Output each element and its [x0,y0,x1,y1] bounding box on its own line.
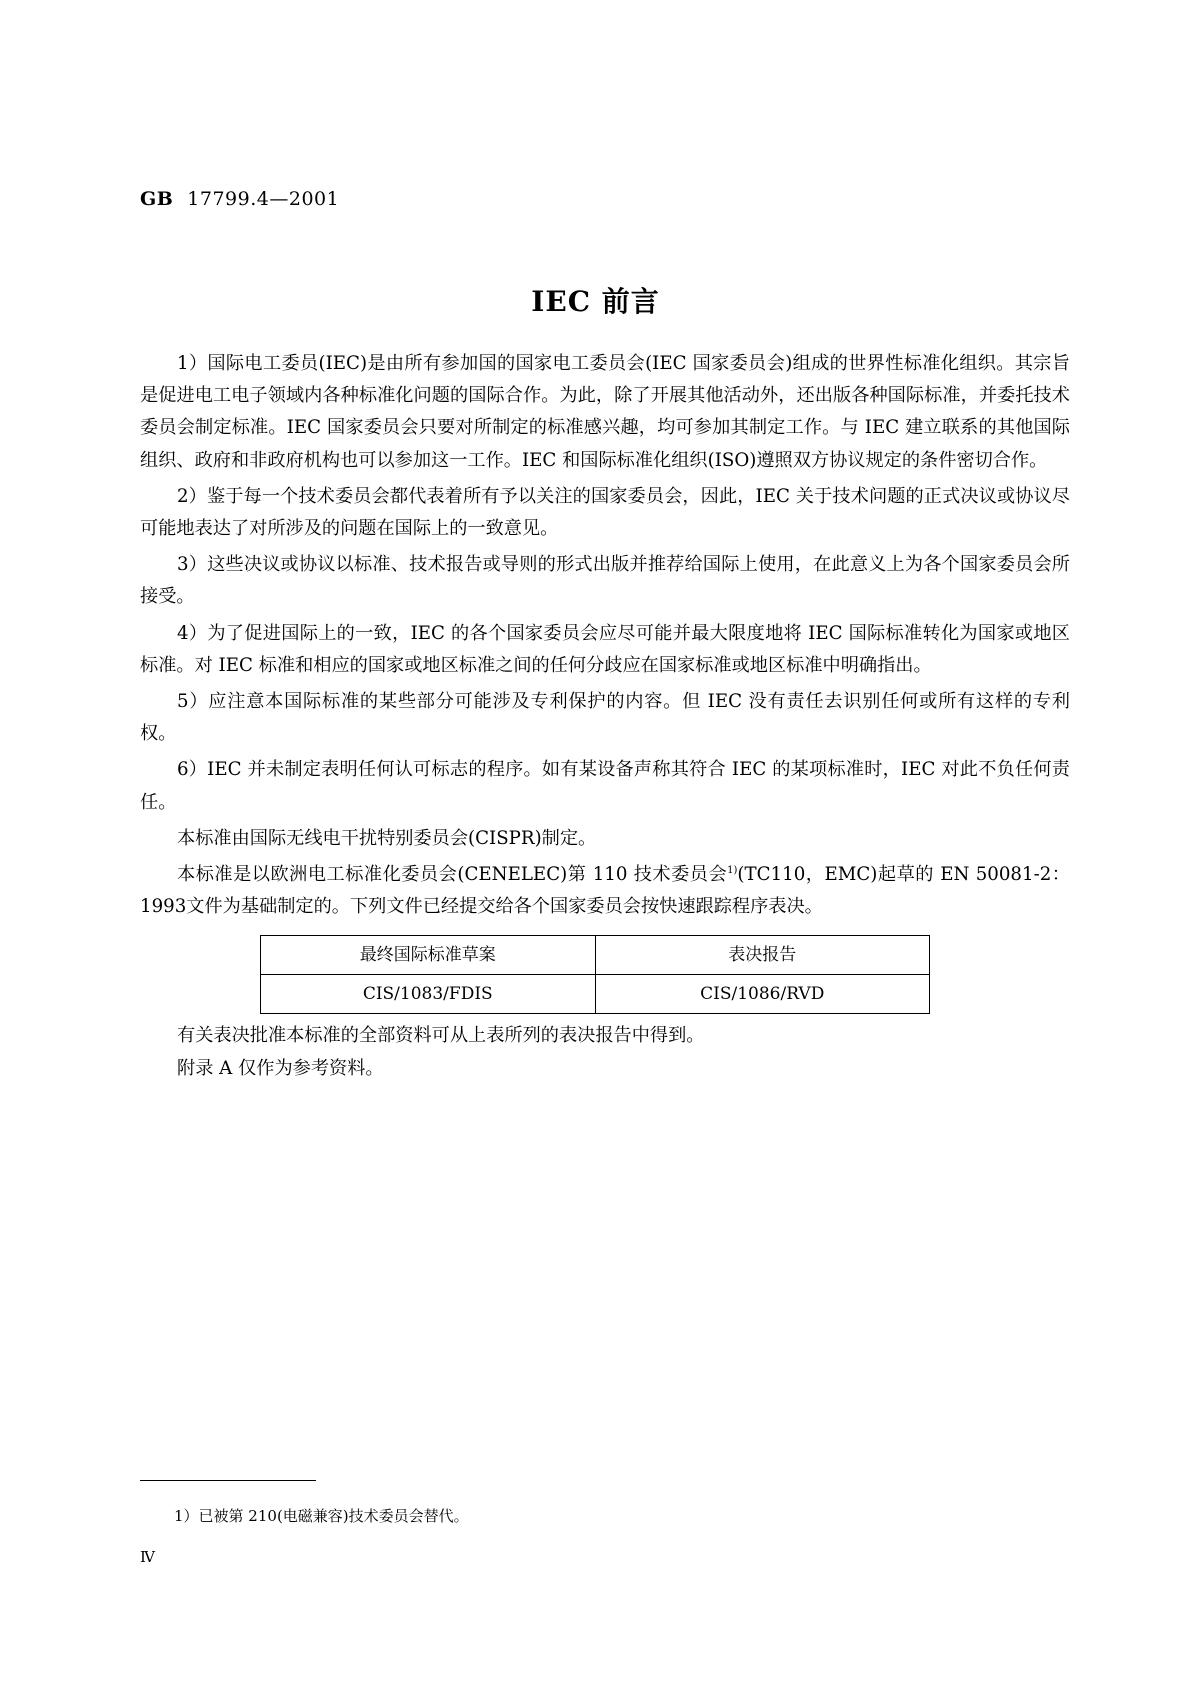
table-header-cell: 表决报告 [595,936,930,975]
table-cell: CIS/1086/RVD [595,975,930,1014]
table-cell: CIS/1083/FDIS [261,975,596,1014]
paragraph-cispr: 本标准由国际无线电干扰特别委员会(CISPR)制定。 [177,827,597,849]
voting-table [260,935,930,1014]
table-header-cell: 最终国际标准草案 [261,936,596,975]
document-body [140,348,1070,1085]
paragraph-item-6: 6）IEC 并未制定表明任何认可标志的程序。如有某设备声称其符合 IEC 的某项标准时，IEC 对此不负任何责任。 [140,759,1070,813]
paragraph-item-4: 4）为了促进国际上的一致，IEC 的各个国家委员会应尽可能并最大限度地将 IEC 国际标准转化为国家或地区标准。对 IEC 标准和相应的国家或地区标准之间的任何分歧应在国家标准或地区标准中明确指出。 [140,622,1070,676]
standard-number: 17799.4—2001 [187,188,340,210]
paragraph-item-3: 3）这些决议或协议以标准、技术报告或导则的形式出版并推荐给国际上使用，在此意义上为各个国家委员会所接受。 [140,554,1070,608]
document-header [140,188,339,210]
basis-text-before: 本标准是以欧洲电工标准化委员会(CENELEC)第 110 技术委员会 [177,864,728,886]
table-header-row [261,936,930,975]
basis-text-after: (TC110，EMC)起草的 EN 50081-2：1993文件为基础制定的。下列文件已经提交给各个国家委员会按快速跟踪程序表决。 [140,864,1070,918]
paragraph-item-2: 2）鉴于每一个技术委员会都代表着所有予以关注的国家委员会，因此，IEC 关于技术问题的正式决议或协议尽可能地表达了对所涉及的问题在国际上的一致意见。 [140,485,1070,540]
paragraph-item-1: 1）国际电工委员(IEC)是由所有参加国的国家电工委员会(IEC 国家委员会)组成的世界性标准化组织。其宗旨是促进电工电子领域内各种标准化问题的国际合作。为此，除了开展其他活动外，还出版各种国际标准，并委托技术委员会制定标准。IEC 国家委员会只要对所制定的标准感兴趣，均可参加其制定工作。与 IEC 建立联系的其他国际组织、政府和非政府机构也可以参加这一工作。IEC 和国际标准化组织(ISO)遵照双方协议规定的条件密切合作。 [140,353,1070,471]
standard-prefix: GB [140,188,174,210]
page-number: Ⅳ [140,1548,155,1566]
footnote-divider [140,1480,316,1481]
page-title: IEC 前言 [531,285,660,318]
table-row [261,975,930,1014]
footnote-text: 1）已被第 210(电磁兼容)技术委员会替代。 [174,1507,469,1525]
paragraph-basis [140,859,1070,923]
closing-paragraph-2: 附录 A 仅作为参考资料。 [177,1057,384,1079]
closing-paragraph-1: 有关表决批准本标准的全部资料可从上表所列的表决报告中得到。 [177,1025,705,1047]
footnote-marker: 1) [727,864,738,876]
paragraph-item-5: 5）应注意本国际标准的某些部分可能涉及专利保护的内容。但 IEC 没有责任去识别任何或所有这样的专利权。 [140,691,1070,745]
